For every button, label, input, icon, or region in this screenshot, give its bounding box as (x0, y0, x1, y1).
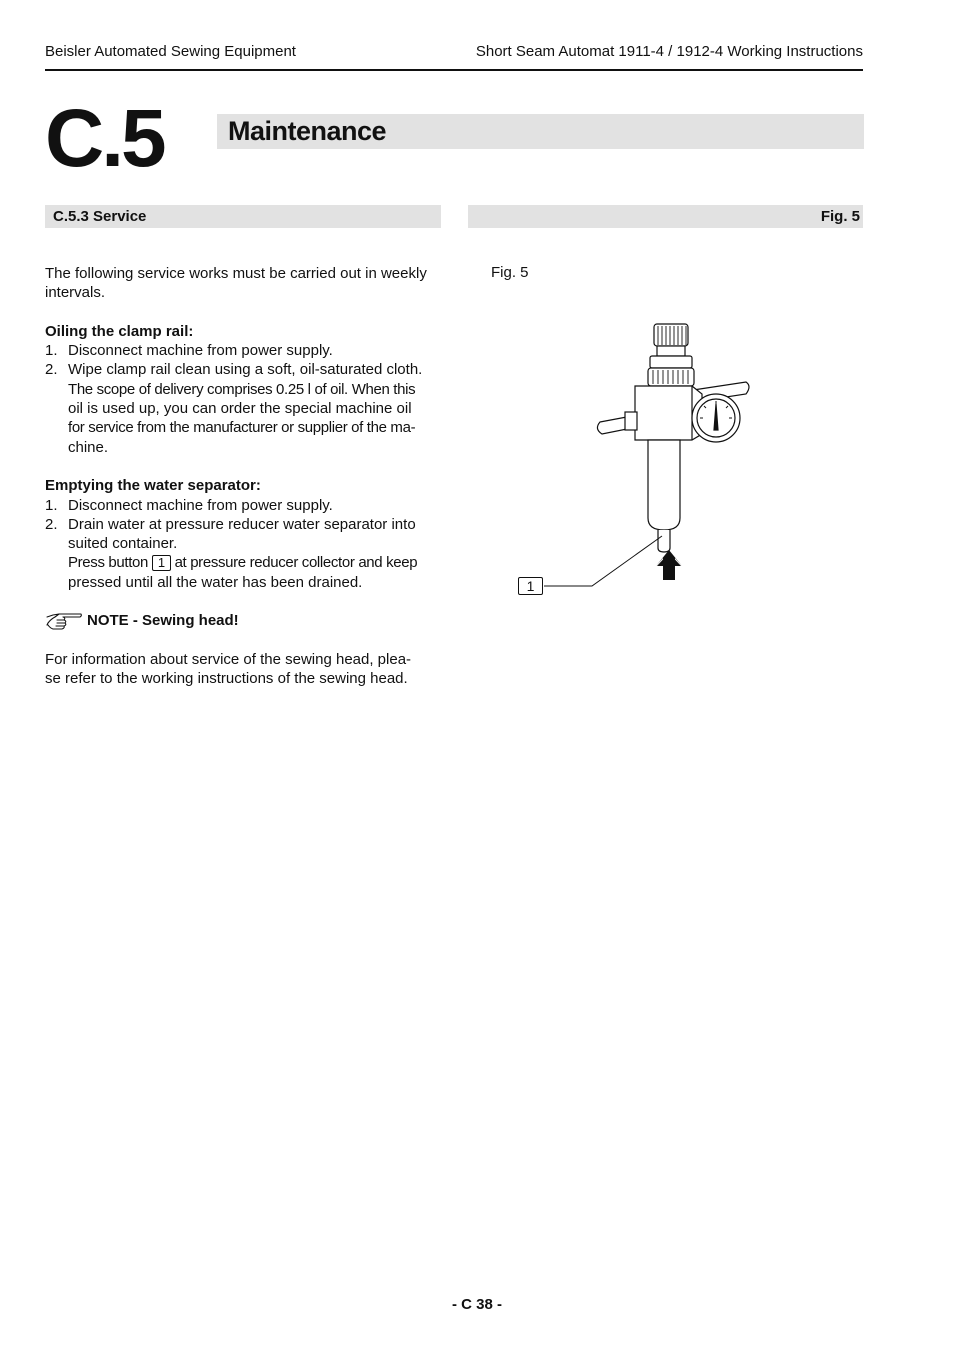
water-step-2-line-3 (68, 553, 441, 572)
water-step-2-line-2: suited container. (68, 535, 178, 553)
oiling-step-1-text: Disconnect machine from power supply. (68, 342, 333, 360)
oiling-heading: Oiling the clamp rail: (45, 322, 194, 340)
water-step-2 (45, 515, 441, 592)
page-number: - C 38 - (451, 1296, 502, 1313)
oiling-step-1 (45, 341, 441, 360)
oiling-step-2-line-4: for service from the manufacturer or supplier of the ma- (68, 419, 416, 437)
note-text-line-2: se refer to the working instructions of the sewing head. (45, 670, 408, 688)
section-title: C.5.3 Service (53, 208, 147, 225)
body-text-column (45, 264, 441, 689)
header-company: Beisler Automated Sewing Equipment (45, 43, 296, 60)
chapter-title: Maintenance (228, 116, 387, 146)
figure-reference-bar (468, 205, 863, 228)
water-step-2-press-text: Press button (68, 554, 149, 572)
oiling-step-2-line-2: The scope of delivery comprises 0.25 l of oil. When this (68, 380, 416, 398)
oiling-step-1-number: 1. (45, 342, 58, 360)
pressure-reducer-illustration (510, 318, 760, 598)
pointing-hand-icon (45, 611, 83, 630)
intro-line-1: The following service works must be carried out in weekly (45, 265, 427, 282)
note-heading: NOTE - Sewing head! (87, 612, 239, 630)
oiling-step-2-line-1: Wipe clamp rail clean using a soft, oil-saturated cloth. (68, 361, 423, 379)
oiling-step-2-line-3: oil is used up, you can order the special machine oil (68, 400, 412, 418)
water-step-2-collector-text: at pressure reducer collector and keep (174, 554, 418, 572)
chapter-number: C.5 (45, 93, 164, 184)
water-heading: Emptying the water separator: (45, 477, 261, 495)
water-step-2-line-1: Drain water at pressure reducer water separator into (68, 515, 416, 533)
chapter-title-bar (217, 114, 864, 149)
figure-callout-1: 1 (518, 577, 543, 595)
section-title-bar (45, 205, 441, 228)
note-text-line-1: For information about service of the sewing head, plea- (45, 650, 412, 668)
header-document-title: Short Seam Automat 1911-4 / 1912-4 Working Instructions (475, 43, 863, 60)
water-step-1-text: Disconnect machine from power supply. (68, 496, 333, 514)
note-heading-row (45, 611, 441, 630)
page-header (45, 43, 863, 71)
button-reference-1: 1 (152, 555, 171, 571)
water-step-2-number: 2. (45, 515, 58, 533)
oiling-step-2-line-5: chine. (68, 438, 109, 456)
oiling-step-2 (45, 360, 441, 456)
water-step-2-line-4: pressed until all the water has been drained. (68, 573, 363, 591)
water-step-1-number: 1. (45, 496, 58, 514)
figure-reference: Fig. 5 (820, 208, 860, 225)
intro-line-2: intervals. (45, 284, 106, 302)
figure-label: Fig. 5 (491, 264, 529, 281)
oiling-step-2-number: 2. (45, 361, 58, 379)
water-step-1 (45, 496, 441, 515)
